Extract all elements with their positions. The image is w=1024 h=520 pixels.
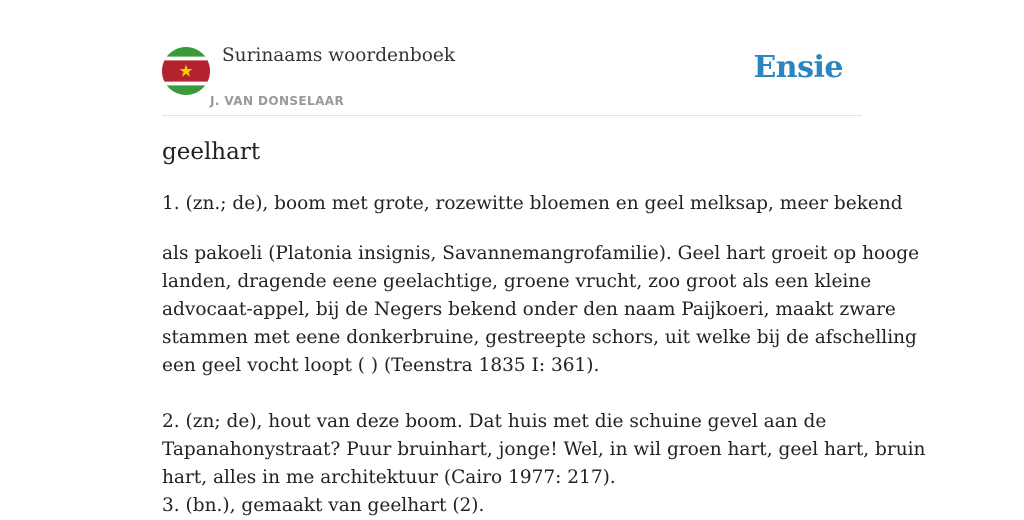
body-line: landen, dragende eene geelachtige, groene vrucht, zoo groot als een kleine bbox=[162, 271, 872, 292]
body-line: advocaat-appel, bij de Negers bekend onder den naam Paijkoeri, maakt zware bbox=[162, 299, 896, 320]
entry-headword: geelhart bbox=[162, 139, 261, 165]
dictionary-author: J. VAN DONSELAAR bbox=[210, 94, 345, 108]
dictionary-header bbox=[162, 0, 862, 116]
page-container bbox=[162, 0, 926, 516]
body-line: stammen met eene donkerbruine, gestreepte schors, uit welke bij de afschelling bbox=[162, 327, 917, 348]
entry-body bbox=[162, 240, 926, 520]
body-line: een geel vocht loopt ( ) (Teenstra 1835 I: 361). bbox=[162, 355, 600, 376]
body-line: Tapanahonystraat? Puur bruinhart, jonge! Wel, in wil groen hart, geel hart, bruin bbox=[162, 439, 926, 460]
definition-line: 1. (zn.; de), boom met grote, rozewitte bloemen en geel melksap, meer bekend bbox=[162, 193, 903, 214]
body-line: 3. (bn.), gemaakt van geelhart (2). bbox=[162, 495, 485, 516]
dictionary-title[interactable]: Surinaams woordenboek bbox=[222, 45, 456, 66]
body-line-spacer bbox=[162, 380, 862, 408]
ensie-logo[interactable]: Ensie bbox=[753, 50, 843, 85]
body-line: als pakoeli (Platonia insignis, Savannemangrofamilie). Geel hart groeit op hooge bbox=[162, 243, 920, 264]
body-line: hart, alles in me architektuur (Cairo 1977: 217). bbox=[162, 467, 616, 488]
body-line: 2. (zn; de), hout van deze boom. Dat huis met die schuine gevel aan de bbox=[162, 411, 827, 432]
suriname-flag-icon bbox=[162, 47, 210, 95]
